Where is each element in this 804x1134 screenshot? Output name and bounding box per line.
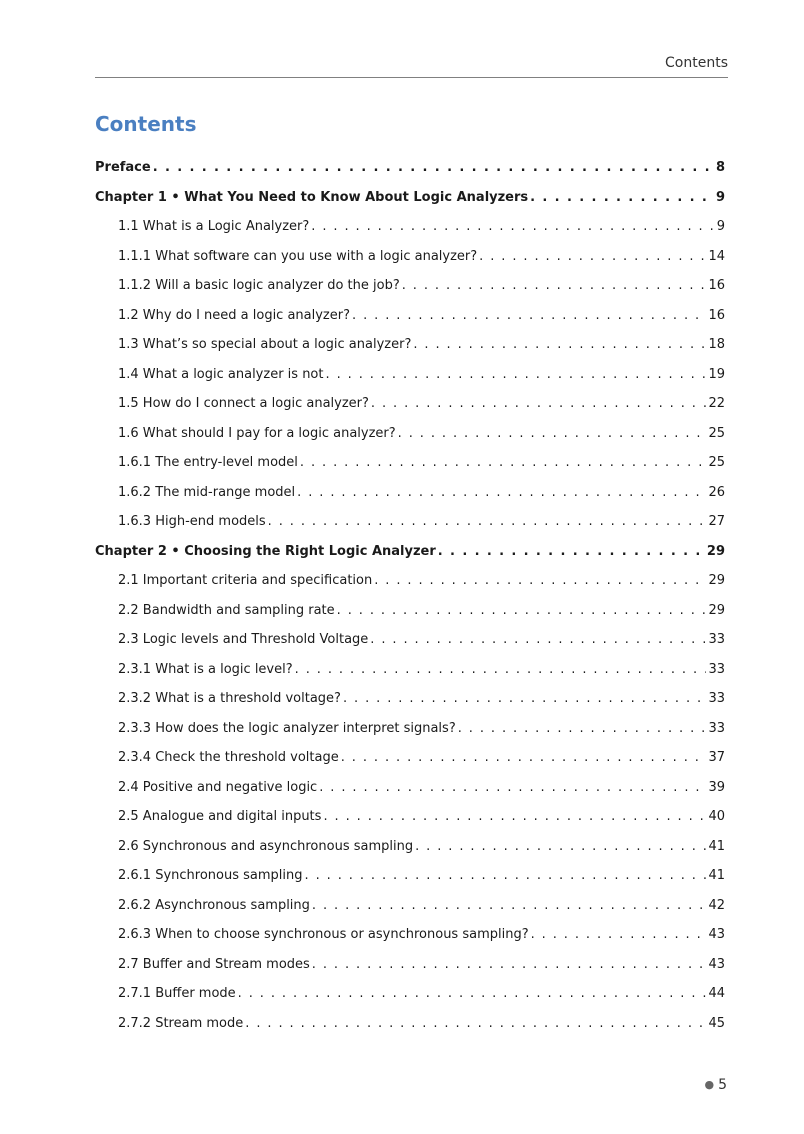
running-header <box>95 55 728 78</box>
toc-entry-page: 41 <box>708 838 725 854</box>
toc-entry-label: 2.3.3 How does the logic analyzer interpret signals? <box>118 720 456 736</box>
toc-entry-label: 1.3 What’s so special about a logic analyzer? <box>118 337 412 352</box>
toc-entry[interactable] <box>95 212 725 242</box>
toc-entry[interactable] <box>95 566 725 596</box>
toc-dot-leader <box>268 507 707 537</box>
toc-entry-page: 14 <box>708 248 725 264</box>
toc-entry[interactable] <box>95 920 725 950</box>
toc-entry[interactable] <box>95 242 725 272</box>
toc-dot-leader <box>305 861 707 891</box>
toc-dot-leader <box>438 537 705 567</box>
toc-dot-leader <box>374 566 706 596</box>
toc-entry-page: 33 <box>708 661 725 677</box>
toc-entry-label: 2.7 Buffer and Stream modes <box>118 956 310 972</box>
toc-dot-leader <box>295 655 707 685</box>
toc-dot-leader <box>370 625 706 655</box>
toc-entry[interactable] <box>95 832 725 862</box>
toc-entry[interactable] <box>95 537 725 567</box>
toc-entry-page: 16 <box>708 278 725 293</box>
toc-entry-page: 29 <box>706 543 725 559</box>
toc-entry-page: 42 <box>708 897 725 913</box>
toc-entry-label: 2.6.2 Asynchronous sampling <box>118 897 310 913</box>
toc-entry[interactable] <box>95 330 725 360</box>
toc-entry[interactable] <box>95 478 725 508</box>
toc-entry-label: 2.7.2 Stream mode <box>118 1015 244 1031</box>
toc-entry-page: 19 <box>708 366 725 382</box>
page-footer <box>704 1077 727 1093</box>
toc-entry-label: 1.6 What should I pay for a logic analyzer? <box>118 425 396 441</box>
toc-entry-page: 33 <box>708 691 725 706</box>
toc-entry-page: 18 <box>708 337 725 352</box>
toc-dot-leader <box>245 1009 706 1039</box>
toc-entry-page: 37 <box>708 750 725 765</box>
toc-dot-leader <box>297 478 706 508</box>
table-of-contents <box>95 153 725 1038</box>
toc-dot-leader <box>319 773 706 803</box>
toc-entry-label: Preface <box>95 160 151 175</box>
toc-dot-leader <box>398 419 707 449</box>
toc-entry[interactable] <box>95 861 725 891</box>
toc-dot-leader <box>312 950 707 980</box>
toc-entry[interactable] <box>95 507 725 537</box>
toc-entry-label: 1.1.2 Will a basic logic analyzer do the job? <box>118 278 400 293</box>
toc-entry-page: 33 <box>708 632 725 647</box>
toc-dot-leader <box>531 920 707 950</box>
toc-entry-page: 40 <box>708 809 725 824</box>
toc-entry-label: 2.1 Important criteria and specification <box>118 573 373 588</box>
toc-entry-label: 2.3.2 What is a threshold voltage? <box>118 691 341 706</box>
toc-dot-leader <box>323 802 706 832</box>
toc-entry-page: 25 <box>708 455 725 470</box>
toc-entry-page: 29 <box>708 573 725 588</box>
toc-entry-label: 1.6.1 The entry-level model <box>118 455 298 470</box>
toc-entry-page: 9 <box>715 189 725 205</box>
toc-entry-page: 8 <box>715 160 725 175</box>
toc-dot-leader <box>402 271 707 301</box>
page-number: 5 <box>718 1077 727 1093</box>
running-header-title: Contents <box>665 55 728 71</box>
toc-entry[interactable] <box>95 1009 725 1039</box>
toc-entry[interactable] <box>95 979 725 1009</box>
toc-entry[interactable] <box>95 950 725 980</box>
toc-dot-leader <box>311 212 714 242</box>
toc-entry-label: 2.7.1 Buffer mode <box>118 986 236 1001</box>
toc-entry[interactable] <box>95 419 725 449</box>
toc-dot-leader <box>238 979 707 1009</box>
toc-entry-label: 1.5 How do I connect a logic analyzer? <box>118 396 369 411</box>
toc-entry[interactable] <box>95 183 725 213</box>
toc-dot-leader <box>415 832 706 862</box>
toc-entry[interactable] <box>95 743 725 773</box>
toc-entry[interactable] <box>95 891 725 921</box>
toc-entry-page: 29 <box>708 602 725 618</box>
toc-dot-leader <box>341 743 707 773</box>
toc-entry-label: 2.2 Bandwidth and sampling rate <box>118 602 335 618</box>
toc-entry[interactable] <box>95 448 725 478</box>
toc-entry-label: 2.3 Logic levels and Threshold Voltage <box>118 632 369 647</box>
toc-entry-page: 41 <box>708 868 725 883</box>
toc-entry-label: 2.6 Synchronous and asynchronous sampling <box>118 838 414 854</box>
toc-entry-page: 22 <box>708 396 725 411</box>
toc-entry-label: Chapter 2 • Choosing the Right Logic Analyzer <box>95 543 436 559</box>
toc-dot-leader <box>479 242 706 272</box>
toc-entry[interactable] <box>95 802 725 832</box>
toc-entry-label: 1.1.1 What software can you use with a logic analyzer? <box>118 248 478 264</box>
toc-entry-page: 16 <box>708 307 725 323</box>
toc-entry-label: 2.5 Analogue and digital inputs <box>118 809 322 824</box>
toc-dot-leader <box>326 360 707 390</box>
toc-entry-page: 43 <box>708 927 725 942</box>
toc-entry[interactable] <box>95 389 725 419</box>
toc-entry[interactable] <box>95 271 725 301</box>
toc-entry-label: 1.1 What is a Logic Analyzer? <box>118 219 310 234</box>
toc-entry-page: 45 <box>708 1015 725 1031</box>
toc-entry-label: 1.4 What a logic analyzer is not <box>118 366 324 382</box>
toc-entry-label: Chapter 1 • What You Need to Know About Logic Analyzers <box>95 189 529 205</box>
toc-entry[interactable] <box>95 773 725 803</box>
toc-dot-leader <box>337 596 707 626</box>
toc-entry[interactable] <box>95 596 725 626</box>
toc-entry-page: 43 <box>708 956 725 972</box>
toc-entry[interactable] <box>95 360 725 390</box>
toc-entry-page: 39 <box>708 779 725 795</box>
toc-entry[interactable] <box>95 655 725 685</box>
toc-entry-label: 1.2 Why do I need a logic analyzer? <box>118 307 351 323</box>
toc-entry-page: 26 <box>708 484 725 500</box>
toc-entry[interactable] <box>95 301 725 331</box>
toc-entry-page: 44 <box>708 986 725 1001</box>
toc-dot-leader <box>371 389 707 419</box>
toc-entry-page: 25 <box>708 425 725 441</box>
toc-entry-label: 2.3.4 Check the threshold voltage <box>118 750 339 765</box>
toc-entry[interactable] <box>95 625 725 655</box>
toc-entry[interactable] <box>95 684 725 714</box>
toc-dot-leader <box>413 330 706 360</box>
page-title: Contents <box>95 112 197 136</box>
toc-entry-label: 2.6.3 When to choose synchronous or asynchronous sampling? <box>118 927 529 942</box>
bullet-icon: ● <box>704 1078 715 1091</box>
toc-entry-label: 1.6.3 High-end models <box>118 514 266 529</box>
toc-entry-label: 1.6.2 The mid-range model <box>118 484 296 500</box>
toc-entry-label: 2.6.1 Synchronous sampling <box>118 868 303 883</box>
toc-dot-leader <box>458 714 707 744</box>
toc-entry-label: 2.4 Positive and negative logic <box>118 779 318 795</box>
toc-dot-leader <box>312 891 707 921</box>
toc-entry-page: 33 <box>708 720 725 736</box>
toc-entry[interactable] <box>95 714 725 744</box>
toc-entry[interactable] <box>95 153 725 183</box>
toc-dot-leader <box>530 183 714 213</box>
toc-dot-leader <box>343 684 707 714</box>
toc-dot-leader <box>300 448 707 478</box>
toc-entry-page: 27 <box>708 514 725 529</box>
toc-dot-leader <box>153 153 714 183</box>
toc-entry-label: 2.3.1 What is a logic level? <box>118 661 293 677</box>
toc-dot-leader <box>352 301 706 331</box>
toc-entry-page: 9 <box>716 219 725 234</box>
